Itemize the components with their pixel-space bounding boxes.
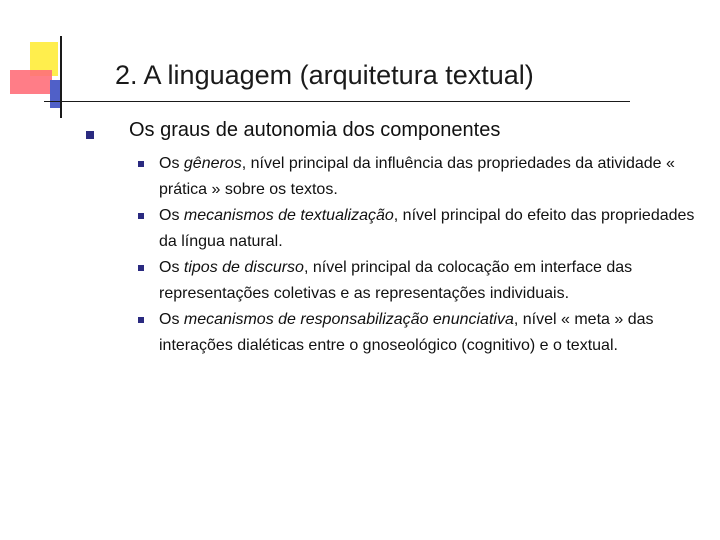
square-bullet-icon [138,161,144,167]
list-item [138,151,698,203]
item-term: mecanismos de responsabilização enunciativa [183,311,514,328]
item-term: tipos de discurso [183,259,304,276]
item-prefix: Os [159,207,184,224]
square-bullet-icon [138,317,144,323]
list-item [138,255,698,307]
square-bullet-icon [138,213,144,219]
square-bullet-icon [138,265,144,271]
sub-bullet-list [138,151,698,359]
square-bullet-icon [86,131,94,139]
item-prefix: Os [159,259,184,276]
list-item [138,307,698,359]
item-term: mecanismos de textualização [183,207,394,224]
main-bullet-text: Os graus de autonomia dos componentes [129,119,501,141]
item-description: , nível principal da colocação em interface das representações coletivas e as representações individuais. [159,259,633,302]
item-description: , nível principal do efeito das propriedades da língua natural. [159,207,695,250]
decor-red-rectangle [10,70,52,94]
item-description: , nível principal da influência das propriedades da atividade « prática » sobre os textos. [159,155,675,198]
title-underline [44,101,630,102]
slide-title: 2. A linguagem (arquitetura textual) [115,60,534,90]
item-prefix: Os [159,311,184,328]
item-prefix: Os [159,155,184,172]
list-item [138,203,698,255]
item-description: , nível « meta » das interações dialéticas entre o gnoseológico (cognitivo) e o textual. [159,311,654,354]
item-term: gêneros [183,155,242,172]
decor-vertical-line [60,36,62,118]
